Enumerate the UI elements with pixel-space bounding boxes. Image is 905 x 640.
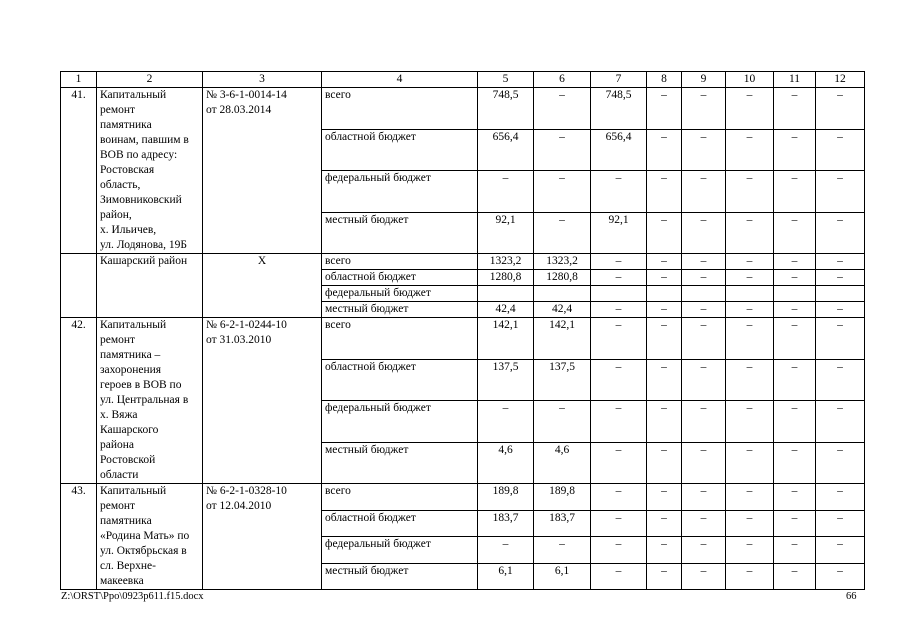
column-header: 2 [97, 72, 203, 88]
value-cell: 42,4 [534, 302, 591, 318]
value-cell: – [774, 359, 816, 401]
value-cell: – [647, 254, 682, 270]
value-cell [478, 286, 534, 302]
value-cell: – [774, 302, 816, 318]
value-cell: – [591, 537, 647, 564]
value-cell: – [726, 537, 774, 564]
value-cell: – [816, 484, 865, 511]
table-row [61, 318, 865, 360]
value-cell: – [682, 88, 726, 130]
value-cell: – [591, 484, 647, 511]
value-cell: – [726, 171, 774, 213]
value-cell: – [647, 171, 682, 213]
value-cell: – [726, 270, 774, 286]
value-cell: – [726, 318, 774, 360]
column-header: 11 [774, 72, 816, 88]
value-cell [647, 286, 682, 302]
value-cell: – [682, 171, 726, 213]
value-cell [726, 286, 774, 302]
column-header: 9 [682, 72, 726, 88]
value-cell: – [682, 254, 726, 270]
value-cell: – [591, 302, 647, 318]
value-cell: – [647, 88, 682, 130]
value-cell: – [774, 129, 816, 171]
value-cell: – [647, 302, 682, 318]
value-cell: 137,5 [534, 359, 591, 401]
funding-source: федеральный бюджет [322, 171, 478, 213]
value-cell: – [816, 401, 865, 443]
value-cell: – [647, 442, 682, 484]
column-header: 7 [591, 72, 647, 88]
document-ref: Х [203, 254, 322, 318]
value-cell: 4,6 [478, 442, 534, 484]
funding-source: всего [322, 484, 478, 511]
document-ref: № 6-2-1-0328-10 от 12.04.2010 [203, 484, 322, 590]
value-cell: – [816, 254, 865, 270]
value-cell: – [816, 442, 865, 484]
value-cell: – [682, 302, 726, 318]
value-cell [816, 286, 865, 302]
value-cell: 189,8 [478, 484, 534, 511]
funding-source: местный бюджет [322, 212, 478, 254]
value-cell: 1280,8 [534, 270, 591, 286]
value-cell: – [591, 442, 647, 484]
value-cell: – [647, 359, 682, 401]
value-cell: 42,4 [478, 302, 534, 318]
value-cell: – [591, 510, 647, 537]
value-cell: – [682, 212, 726, 254]
value-cell: – [726, 563, 774, 590]
value-cell: 183,7 [478, 510, 534, 537]
column-header: 5 [478, 72, 534, 88]
value-cell: – [682, 510, 726, 537]
value-cell: 189,8 [534, 484, 591, 511]
value-cell: – [647, 537, 682, 564]
document-ref: № 6-2-1-0244-10 от 31.03.2010 [203, 318, 322, 484]
value-cell: 142,1 [478, 318, 534, 360]
value-cell: 6,1 [534, 563, 591, 590]
value-cell: – [647, 318, 682, 360]
value-cell: 656,4 [591, 129, 647, 171]
funding-source: местный бюджет [322, 442, 478, 484]
value-cell: 142,1 [534, 318, 591, 360]
value-cell: – [816, 302, 865, 318]
value-cell: 1323,2 [478, 254, 534, 270]
value-cell: – [591, 563, 647, 590]
value-cell: – [682, 537, 726, 564]
value-cell: – [682, 563, 726, 590]
value-cell: – [816, 537, 865, 564]
value-cell: – [647, 270, 682, 286]
value-cell: – [534, 88, 591, 130]
value-cell: – [726, 510, 774, 537]
value-cell: – [774, 510, 816, 537]
value-cell: – [816, 88, 865, 130]
budget-table [60, 71, 865, 590]
value-cell: – [816, 212, 865, 254]
value-cell: – [682, 270, 726, 286]
value-cell: – [534, 129, 591, 171]
value-cell: – [647, 510, 682, 537]
value-cell: – [647, 484, 682, 511]
table-row [61, 254, 865, 270]
value-cell: – [726, 129, 774, 171]
value-cell: – [591, 254, 647, 270]
value-cell: – [647, 212, 682, 254]
value-cell: – [726, 302, 774, 318]
value-cell: 4,6 [534, 442, 591, 484]
value-cell: 1280,8 [478, 270, 534, 286]
row-number: 42. [61, 318, 97, 484]
value-cell: – [816, 171, 865, 213]
object-name: Капитальный ремонт памятника воинам, павшим в ВОВ по адресу: Ростовская область, Зимовниковский район, х. Ильичев, ул. Лодянова, 19Б [97, 88, 203, 254]
column-header: 10 [726, 72, 774, 88]
value-cell: – [478, 171, 534, 213]
value-cell: – [774, 88, 816, 130]
value-cell: – [774, 401, 816, 443]
row-number [61, 254, 97, 318]
value-cell: – [774, 270, 816, 286]
value-cell: – [774, 171, 816, 213]
value-cell: – [726, 401, 774, 443]
column-header: 12 [816, 72, 865, 88]
value-cell: – [647, 401, 682, 443]
value-cell: – [682, 442, 726, 484]
value-cell: – [816, 318, 865, 360]
value-cell: 6,1 [478, 563, 534, 590]
value-cell: 748,5 [591, 88, 647, 130]
funding-source: местный бюджет [322, 563, 478, 590]
object-name: Кашарский район [97, 254, 203, 318]
value-cell: – [647, 129, 682, 171]
column-header: 4 [322, 72, 478, 88]
column-header: 6 [534, 72, 591, 88]
value-cell: – [478, 401, 534, 443]
object-name: Капитальный ремонт памятника «Родина Мать» по ул. Октябрьская в сл. Верхне- макеевка [97, 484, 203, 590]
value-cell: 92,1 [478, 212, 534, 254]
file-path: Z:\ORST\Ppo\0923p611.f15.docx [61, 591, 204, 602]
value-cell: – [726, 484, 774, 511]
value-cell: – [682, 401, 726, 443]
value-cell: – [726, 254, 774, 270]
value-cell: – [534, 401, 591, 443]
value-cell: – [774, 537, 816, 564]
value-cell: – [591, 171, 647, 213]
value-cell [774, 286, 816, 302]
value-cell: – [774, 563, 816, 590]
value-cell: – [816, 563, 865, 590]
table-row [61, 484, 865, 511]
funding-source: федеральный бюджет [322, 401, 478, 443]
funding-source: областной бюджет [322, 129, 478, 171]
table-row [61, 88, 865, 130]
value-cell: 656,4 [478, 129, 534, 171]
value-cell: – [534, 212, 591, 254]
value-cell: – [816, 359, 865, 401]
column-header: 3 [203, 72, 322, 88]
value-cell: 92,1 [591, 212, 647, 254]
funding-source: всего [322, 318, 478, 360]
value-cell: – [534, 537, 591, 564]
value-cell: – [726, 359, 774, 401]
header-row [61, 72, 865, 88]
page-number: 66 [846, 591, 857, 602]
value-cell [591, 286, 647, 302]
document-ref: № 3-6-1-0014-14 от 28.03.2014 [203, 88, 322, 254]
funding-source: областной бюджет [322, 510, 478, 537]
value-cell: – [682, 129, 726, 171]
funding-source: федеральный бюджет [322, 537, 478, 564]
value-cell: – [726, 88, 774, 130]
value-cell: – [591, 401, 647, 443]
value-cell: – [774, 212, 816, 254]
value-cell: – [774, 484, 816, 511]
column-header: 8 [647, 72, 682, 88]
funding-source: федеральный бюджет [322, 286, 478, 302]
funding-source: всего [322, 254, 478, 270]
value-cell [534, 286, 591, 302]
value-cell: – [534, 171, 591, 213]
value-cell: – [816, 510, 865, 537]
value-cell: – [682, 318, 726, 360]
value-cell: – [682, 484, 726, 511]
value-cell: 748,5 [478, 88, 534, 130]
value-cell: – [774, 318, 816, 360]
funding-source: областной бюджет [322, 359, 478, 401]
value-cell: 183,7 [534, 510, 591, 537]
value-cell: – [591, 359, 647, 401]
value-cell [682, 286, 726, 302]
value-cell: – [774, 254, 816, 270]
value-cell: – [647, 563, 682, 590]
funding-source: всего [322, 88, 478, 130]
value-cell: – [591, 270, 647, 286]
value-cell: – [816, 270, 865, 286]
value-cell: – [774, 442, 816, 484]
value-cell: – [478, 537, 534, 564]
value-cell: – [726, 212, 774, 254]
column-header: 1 [61, 72, 97, 88]
value-cell: – [591, 318, 647, 360]
row-number: 41. [61, 88, 97, 254]
funding-source: областной бюджет [322, 270, 478, 286]
row-number: 43. [61, 484, 97, 590]
value-cell: – [726, 442, 774, 484]
value-cell: 137,5 [478, 359, 534, 401]
value-cell: 1323,2 [534, 254, 591, 270]
value-cell: – [682, 359, 726, 401]
funding-source: местный бюджет [322, 302, 478, 318]
value-cell: – [816, 129, 865, 171]
object-name: Капитальный ремонт памятника – захоронения героев в ВОВ по ул. Центральная в х. Вяжа Кашарского района Ростовской области [97, 318, 203, 484]
